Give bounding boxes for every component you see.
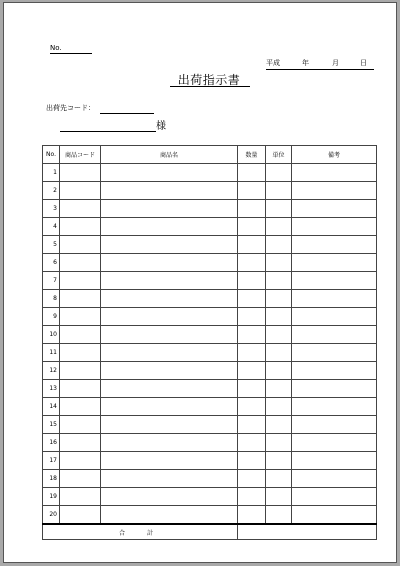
quantity-cell[interactable] — [238, 344, 266, 362]
day-label: 日 — [360, 59, 367, 67]
table-row — [43, 488, 377, 506]
quantity-cell[interactable] — [238, 362, 266, 380]
quantity-cell[interactable] — [238, 272, 266, 290]
total-row — [43, 524, 377, 540]
product-code-cell[interactable] — [60, 344, 101, 362]
product-code-cell[interactable] — [60, 290, 101, 308]
row-number: 15 — [43, 416, 60, 434]
quantity-cell[interactable] — [238, 380, 266, 398]
table-header-row — [43, 146, 377, 164]
row-number: 16 — [43, 434, 60, 452]
unit-cell[interactable] — [266, 344, 292, 362]
table-row — [43, 254, 377, 272]
table-row — [43, 236, 377, 254]
remarks-cell[interactable] — [292, 308, 377, 326]
unit-cell[interactable] — [266, 398, 292, 416]
row-number: 2 — [43, 182, 60, 200]
document-title: 出荷指示書 — [177, 73, 241, 87]
product-code-cell[interactable] — [60, 254, 101, 272]
product-code-cell[interactable] — [60, 506, 101, 525]
unit-cell[interactable] — [266, 452, 292, 470]
destination-code-label: 出荷先コード： — [46, 104, 95, 112]
unit-cell[interactable] — [266, 218, 292, 236]
product-name-cell[interactable] — [101, 434, 238, 452]
product-name-cell[interactable] — [101, 236, 238, 254]
remarks-cell[interactable] — [292, 272, 377, 290]
unit-cell[interactable] — [266, 470, 292, 488]
table-row — [43, 362, 377, 380]
shipment-items-table — [42, 145, 377, 540]
quantity-cell[interactable] — [238, 506, 266, 525]
product-name-cell[interactable] — [101, 164, 238, 182]
table-row — [43, 470, 377, 488]
remarks-cell[interactable] — [292, 380, 377, 398]
quantity-cell[interactable] — [238, 236, 266, 254]
unit-cell[interactable] — [266, 434, 292, 452]
unit-cell[interactable] — [266, 380, 292, 398]
product-name-cell[interactable] — [101, 344, 238, 362]
quantity-cell[interactable] — [238, 470, 266, 488]
product-code-cell[interactable] — [60, 398, 101, 416]
quantity-cell[interactable] — [238, 290, 266, 308]
product-name-cell[interactable] — [101, 200, 238, 218]
row-number: 1 — [43, 164, 60, 182]
product-name-cell[interactable] — [101, 290, 238, 308]
col-header-product-name: 商品名 — [101, 146, 238, 164]
table-row — [43, 164, 377, 182]
product-code-cell[interactable] — [60, 308, 101, 326]
remarks-cell[interactable] — [292, 362, 377, 380]
table-row — [43, 344, 377, 362]
product-code-cell[interactable] — [60, 164, 101, 182]
col-header-remarks: 備考 — [292, 146, 377, 164]
row-number: 13 — [43, 380, 60, 398]
quantity-cell[interactable] — [238, 488, 266, 506]
form-sheet — [3, 2, 397, 563]
remarks-cell[interactable] — [292, 236, 377, 254]
destination-name-field[interactable] — [60, 131, 156, 132]
table-row — [43, 308, 377, 326]
col-header-unit: 単位 — [266, 146, 292, 164]
unit-cell[interactable] — [266, 182, 292, 200]
product-name-cell[interactable] — [101, 254, 238, 272]
unit-cell[interactable] — [266, 326, 292, 344]
product-code-cell[interactable] — [60, 182, 101, 200]
destination-code-field[interactable] — [100, 113, 154, 114]
quantity-cell[interactable] — [238, 164, 266, 182]
product-code-cell[interactable] — [60, 434, 101, 452]
product-name-cell[interactable] — [101, 488, 238, 506]
remarks-cell[interactable] — [292, 326, 377, 344]
total-label: 合 計 — [43, 524, 238, 540]
row-number: 7 — [43, 272, 60, 290]
row-number: 8 — [43, 290, 60, 308]
honorific-sama: 様 — [156, 121, 166, 132]
quantity-cell[interactable] — [238, 200, 266, 218]
table-row — [43, 434, 377, 452]
era-label: 平成 — [266, 59, 280, 67]
quantity-cell[interactable] — [238, 182, 266, 200]
row-number: 10 — [43, 326, 60, 344]
product-code-cell[interactable] — [60, 488, 101, 506]
row-number: 5 — [43, 236, 60, 254]
remarks-cell[interactable] — [292, 200, 377, 218]
unit-cell[interactable] — [266, 416, 292, 434]
unit-cell[interactable] — [266, 506, 292, 525]
col-header-product-code: 商品コード — [60, 146, 101, 164]
product-name-cell[interactable] — [101, 272, 238, 290]
product-name-cell[interactable] — [101, 470, 238, 488]
remarks-cell[interactable] — [292, 452, 377, 470]
quantity-cell[interactable] — [238, 326, 266, 344]
remarks-cell[interactable] — [292, 434, 377, 452]
row-number: 17 — [43, 452, 60, 470]
table-row — [43, 182, 377, 200]
product-code-cell[interactable] — [60, 452, 101, 470]
remarks-cell[interactable] — [292, 506, 377, 525]
row-number: 14 — [43, 398, 60, 416]
row-number: 12 — [43, 362, 60, 380]
remarks-cell[interactable] — [292, 182, 377, 200]
product-name-cell[interactable] — [101, 362, 238, 380]
product-code-cell[interactable] — [60, 362, 101, 380]
row-number: 18 — [43, 470, 60, 488]
remarks-cell[interactable] — [292, 254, 377, 272]
remarks-cell[interactable] — [292, 218, 377, 236]
product-name-cell[interactable] — [101, 326, 238, 344]
table-row — [43, 416, 377, 434]
row-number: 6 — [43, 254, 60, 272]
remarks-cell[interactable] — [292, 398, 377, 416]
quantity-cell[interactable] — [238, 452, 266, 470]
remarks-cell[interactable] — [292, 416, 377, 434]
unit-cell[interactable] — [266, 290, 292, 308]
product-name-cell[interactable] — [101, 218, 238, 236]
table-row — [43, 398, 377, 416]
table-row — [43, 506, 377, 525]
table-row — [43, 218, 377, 236]
product-code-cell[interactable] — [60, 272, 101, 290]
row-number: 11 — [43, 344, 60, 362]
quantity-cell[interactable] — [238, 398, 266, 416]
product-code-cell[interactable] — [60, 380, 101, 398]
product-code-cell[interactable] — [60, 218, 101, 236]
table-row — [43, 200, 377, 218]
product-name-cell[interactable] — [101, 506, 238, 525]
quantity-cell[interactable] — [238, 218, 266, 236]
row-number: 19 — [43, 488, 60, 506]
quantity-cell[interactable] — [238, 308, 266, 326]
row-number: 20 — [43, 506, 60, 525]
product-name-cell[interactable] — [101, 308, 238, 326]
unit-cell[interactable] — [266, 254, 292, 272]
date-field[interactable] — [266, 69, 374, 70]
product-code-cell[interactable] — [60, 470, 101, 488]
unit-cell[interactable] — [266, 200, 292, 218]
product-name-cell[interactable] — [101, 380, 238, 398]
product-code-cell[interactable] — [60, 236, 101, 254]
quantity-cell[interactable] — [238, 254, 266, 272]
unit-cell[interactable] — [266, 236, 292, 254]
table-row — [43, 452, 377, 470]
product-name-cell[interactable] — [101, 398, 238, 416]
unit-cell[interactable] — [266, 308, 292, 326]
remarks-cell[interactable] — [292, 164, 377, 182]
table-row — [43, 380, 377, 398]
row-number: 3 — [43, 200, 60, 218]
row-number: 4 — [43, 218, 60, 236]
product-name-cell[interactable] — [101, 182, 238, 200]
col-header-no: No. — [43, 146, 60, 164]
row-number: 9 — [43, 308, 60, 326]
product-name-cell[interactable] — [101, 416, 238, 434]
month-label: 月 — [332, 59, 339, 67]
total-value-cell[interactable] — [238, 524, 377, 540]
table-row — [43, 290, 377, 308]
unit-cell[interactable] — [266, 272, 292, 290]
product-name-cell[interactable] — [101, 452, 238, 470]
table-row — [43, 326, 377, 344]
unit-cell[interactable] — [266, 164, 292, 182]
quantity-cell[interactable] — [238, 416, 266, 434]
no-field[interactable] — [50, 53, 92, 54]
unit-cell[interactable] — [266, 362, 292, 380]
no-label: No. — [50, 44, 62, 52]
remarks-cell[interactable] — [292, 470, 377, 488]
product-code-cell[interactable] — [60, 200, 101, 218]
remarks-cell[interactable] — [292, 290, 377, 308]
product-code-cell[interactable] — [60, 326, 101, 344]
remarks-cell[interactable] — [292, 488, 377, 506]
product-code-cell[interactable] — [60, 416, 101, 434]
title-underline — [170, 86, 250, 87]
year-label: 年 — [302, 59, 309, 67]
remarks-cell[interactable] — [292, 344, 377, 362]
col-header-quantity: 数量 — [238, 146, 266, 164]
unit-cell[interactable] — [266, 488, 292, 506]
quantity-cell[interactable] — [238, 434, 266, 452]
table-row — [43, 272, 377, 290]
